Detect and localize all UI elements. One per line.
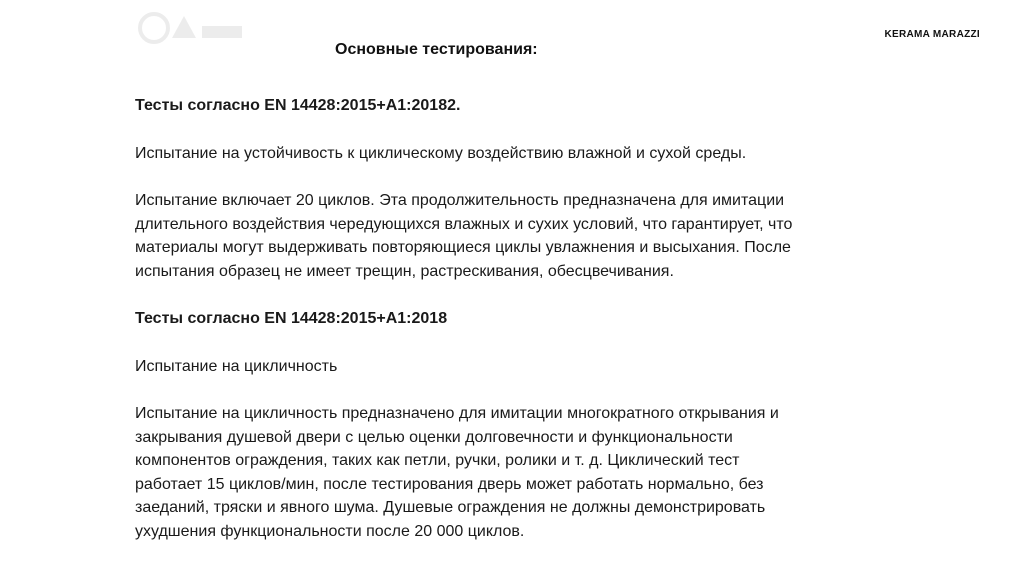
spacer [135, 118, 895, 142]
paragraph-line: работает 15 циклов/мин, после тестирования дверь может работать нормально, без [135, 475, 764, 493]
paragraph-line: длительного воздействия чередующихся влажных и сухих условий, что гарантирует, что [135, 215, 793, 233]
paragraph-line: Испытание на цикличность предназначено для имитации многократного открывания и [135, 405, 779, 422]
paragraph-line: ухудшения функциональности после 20 000 циклов. [135, 522, 525, 540]
spacer [135, 283, 895, 307]
paragraph-line: компонентов ограждения, таких как петли, ручки, ролики и т. д. Циклический тест [135, 452, 740, 469]
page-title: Основные тестирования: [335, 41, 538, 58]
spacer [135, 378, 895, 402]
section-subtitle: Испытание на цикличность [135, 357, 338, 375]
section-heading: Тесты согласно EN 14428:2015+A1:2018 [135, 310, 448, 327]
document-body [135, 94, 895, 543]
brand-name: KERAMA MARAZZI [884, 29, 980, 40]
spacer [135, 331, 895, 355]
paragraph-line: испытания образец не имеет трещин, растрескивания, обесцвечивания. [135, 262, 674, 280]
section-subtitle: Испытание на устойчивость к циклическому воздействию влажной и сухой среды. [135, 144, 747, 162]
section-heading: Тесты согласно EN 14428:2015+A1:20182. [135, 97, 461, 114]
paragraph-line: Испытание включает 20 циклов. Эта продолжительность предназначена для имитации [135, 192, 785, 209]
spacer [135, 165, 895, 189]
watermark-logo [132, 8, 247, 50]
paragraph-line: материалы могут выдерживать повторяющиеся циклы увлажнения и высыхания. После [135, 239, 791, 256]
paragraph-line: закрывания душевой двери с целью оценки долговечности и функциональности [135, 428, 733, 446]
paragraph-line: заеданий, тряски и явного шума. Душевые ограждения не должны демонстрировать [135, 499, 766, 516]
